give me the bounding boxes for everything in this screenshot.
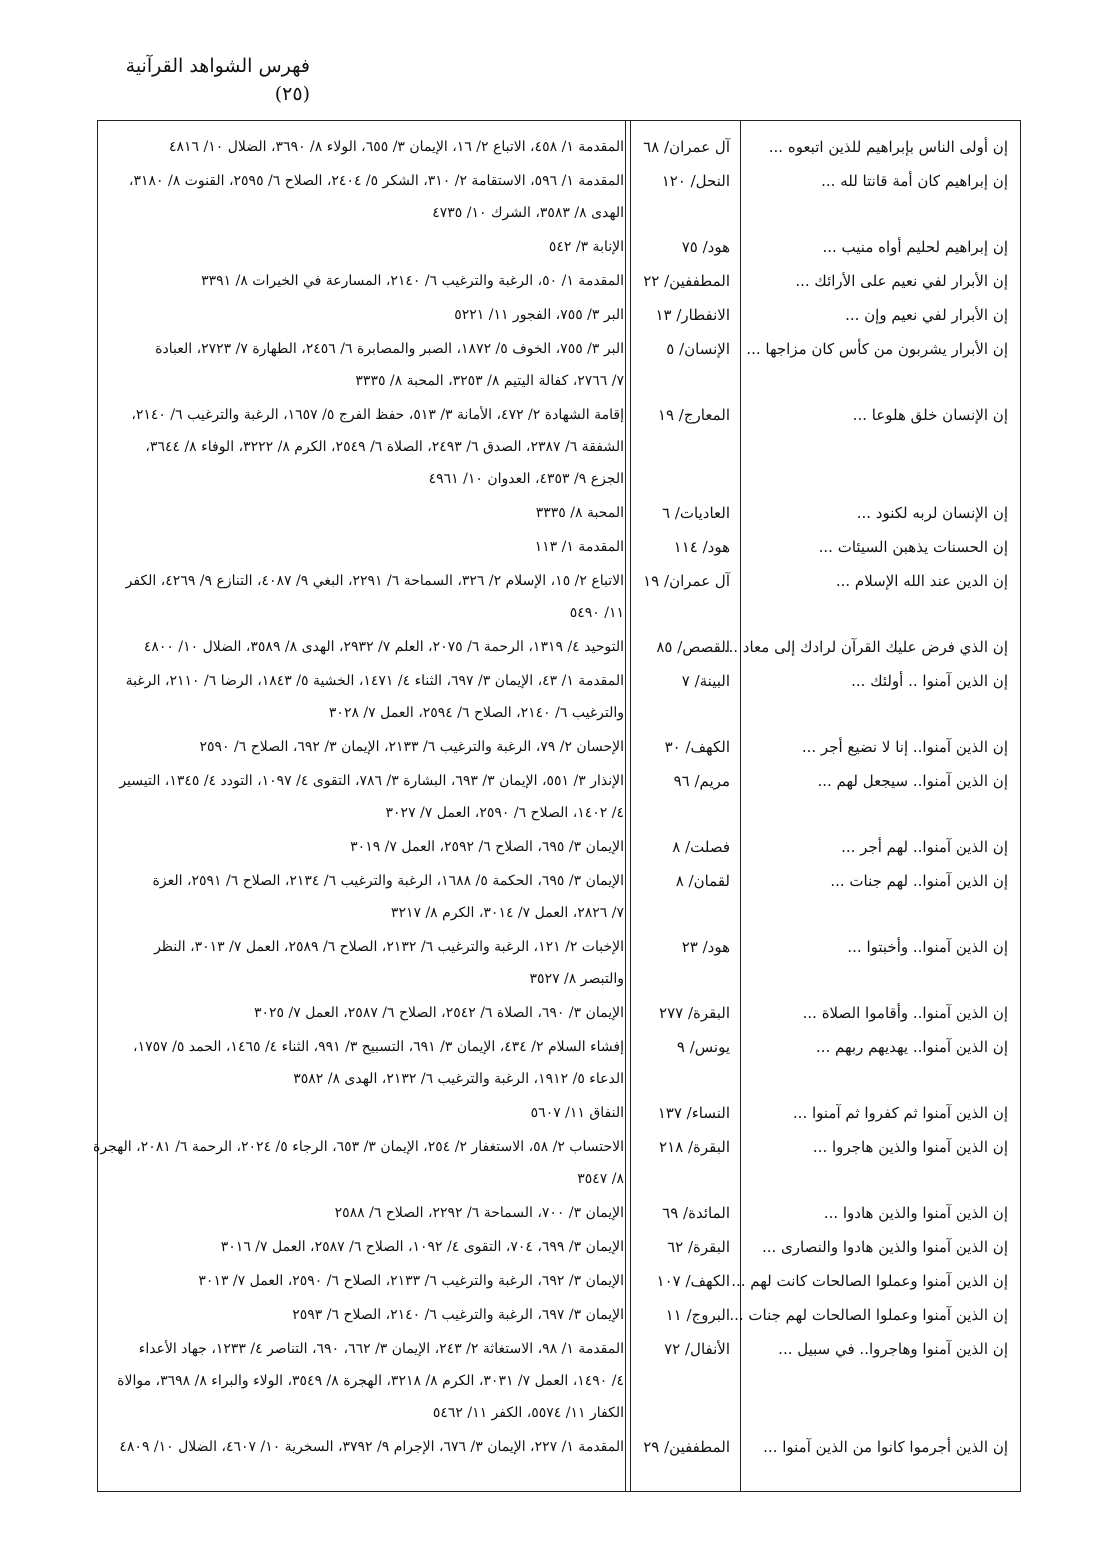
- index-entry: [98, 1031, 1020, 1097]
- topic-references: [104, 865, 624, 929]
- reference-line: المقدمة ١/ ٩٨، الاستغاثة ٢/ ٢٤٣، الإيمان ٣/ ٦٦٢، ٦٩٠، التناصر ٤/ ١٢٣٣، جهاد الأعداء: [138, 1341, 624, 1357]
- reference-line: الدعاء ٥/ ١٩١٢، الرغبة والترغيب ٦/ ٢١٣٢، الهدى ٨/ ٣٥٨٢: [293, 1071, 624, 1087]
- surah-reference: هود/ ١١٤: [673, 538, 730, 556]
- surah-reference: مريم/ ٩٦: [673, 772, 730, 790]
- index-entry: [98, 1299, 1020, 1333]
- verse-text: إن الذين آمنوا.. لهم أجر ...: [841, 838, 1008, 856]
- index-table: [92, 120, 1021, 1492]
- reference-line: الإيمان ٣/ ٦٩٠، الصلاة ٦/ ٢٥٤٢، الصلاح ٦/ ٢٥٨٧، العمل ٧/ ٣٠٢٥: [253, 1005, 624, 1021]
- verse-text: إن إبراهيم لحليم أواه منيب ...: [822, 238, 1008, 256]
- index-entry: [98, 865, 1020, 931]
- surah-reference: فصلت/ ٨: [672, 838, 730, 856]
- surah-reference: يونس/ ٩: [676, 1038, 730, 1056]
- surah-reference: آل عمران/ ٦٨: [643, 138, 730, 156]
- surah-reference: الكهف/ ١٠٧: [656, 1272, 730, 1290]
- reference-line: الإنذار ٣/ ٥٥١، الإيمان ٣/ ٦٩٣، البشارة ٣/ ٧٨٦، التقوى ٤/ ١٠٩٧، التودد ٤/ ١٣٤٥، التيسير: [119, 773, 624, 789]
- index-entry: [98, 265, 1020, 299]
- surah-reference: النحل/ ١٢٠: [661, 172, 730, 190]
- reference-line: الإيمان ٣/ ٦٩٢، الرغبة والترغيب ٦/ ٢١٣٣، الصلاح ٦/ ٢٥٩٠، العمل ٧/ ٣٠١٣: [198, 1273, 624, 1289]
- verse-text: إن الأبرار لفي نعيم على الأرائك ...: [795, 272, 1008, 290]
- topic-references: [104, 831, 624, 863]
- surah-reference: البقرة/ ٢١٨: [659, 1138, 730, 1156]
- topic-references: [104, 1299, 624, 1331]
- reference-line: ٧/ ٢٨٢٦، العمل ٧/ ٣٠١٤، الكرم ٨/ ٣٢١٧: [390, 905, 624, 921]
- index-rows: [92, 131, 1020, 1465]
- reference-line: الإيمان ٣/ ٦٩٥، الحكمة ٥/ ١٦٨٨، الرغبة والترغيب ٦/ ٢١٣٤، الصلاح ٦/ ٢٥٩١، العزة: [152, 873, 624, 889]
- surah-reference: البينة/ ٧: [681, 672, 730, 690]
- topic-references: [104, 1333, 624, 1429]
- verse-text: إن الأبرار لفي نعيم وإن ...: [845, 306, 1008, 324]
- topic-references: [104, 165, 624, 229]
- topic-references: [104, 1031, 624, 1095]
- topic-references: [104, 333, 624, 397]
- verse-text: إن الذين أجرموا كانوا من الذين آمنوا ...: [763, 1438, 1008, 1456]
- reference-line: ٤/ ١٤٠٢، الصلاح ٦/ ٢٥٩٠، العمل ٧/ ٣٠٢٧: [385, 805, 624, 821]
- topic-references: [104, 265, 624, 297]
- surah-reference: الأنفال/ ٧٢: [664, 1340, 730, 1358]
- verse-text: إن الذين آمنوا والذين هاجروا ...: [812, 1138, 1008, 1156]
- reference-line: ٨/ ٣٥٤٧: [577, 1171, 624, 1187]
- surah-reference: لقمان/ ٨: [675, 872, 730, 890]
- surah-reference: آل عمران/ ١٩: [643, 572, 730, 590]
- verse-text: إن أولى الناس بإبراهيم للذين اتبعوه ...: [768, 138, 1008, 156]
- topic-references: [104, 497, 624, 529]
- reference-line: الجزع ٩/ ٤٣٥٣، العدوان ١٠/ ٤٩٦١: [428, 471, 624, 487]
- index-entry: [98, 399, 1020, 497]
- reference-line: المقدمة ١/ ٤٥٨، الاتباع ٢/ ١٦، الإيمان ٣/ ٦٥٥، الولاء ٨/ ٣٦٩٠، الضلال ١٠/ ٤٨١٦: [168, 139, 624, 155]
- surah-reference: هود/ ٧٥: [681, 238, 730, 256]
- reference-line: إقامة الشهادة ٢/ ٤٧٢، الأمانة ٣/ ٥١٣، حفظ الفرج ٥/ ١٦٥٧، الرغبة والترغيب ٦/ ٢١٤٠،: [131, 407, 624, 423]
- index-entry: [98, 1431, 1020, 1465]
- topic-references: [92, 1131, 624, 1195]
- header-title: فهرس الشواهد القرآنية: [125, 55, 310, 77]
- topic-references: [104, 931, 624, 995]
- topic-references: [104, 399, 624, 495]
- topic-references: [104, 997, 624, 1029]
- surah-reference: البقرة/ ٦٢: [667, 1238, 730, 1256]
- verse-text: إن الذي فرض عليك القرآن لرادك إلى معاد ...: [723, 638, 1008, 656]
- verse-text: إن الذين آمنوا والذين هادوا ...: [823, 1204, 1008, 1222]
- index-entry: [98, 631, 1020, 665]
- index-entry: [98, 997, 1020, 1031]
- reference-line: الاحتساب ٢/ ٥٨، الاستغفار ٢/ ٢٥٤، الإيمان ٣/ ٦٥٣، الرجاء ٥/ ٢٠٢٤، الرحمة ٦/ ٢٠٨١، الهجرة: [92, 1139, 624, 1155]
- index-entry: [98, 931, 1020, 997]
- surah-reference: النساء/ ١٣٧: [657, 1104, 730, 1122]
- verse-text: إن الذين آمنوا.. وأخبتوا ...: [847, 938, 1008, 956]
- surah-reference: المائدة/ ٦٩: [662, 1204, 730, 1222]
- verse-text: إن الذين آمنوا.. سيجعل لهم ...: [817, 772, 1008, 790]
- verse-text: إن الحسنات يذهبن السيئات ...: [818, 538, 1008, 556]
- index-entry: [98, 299, 1020, 333]
- verse-text: إن الذين آمنوا.. لهم جنات ...: [830, 872, 1008, 890]
- index-entry: [98, 131, 1020, 165]
- index-entry: [92, 1131, 1020, 1197]
- reference-line: ١١/ ٥٤٩٠: [569, 605, 624, 621]
- reference-line: الإيمان ٣/ ٧٠٠، السماحة ٦/ ٢٢٩٢، الصلاح ٦/ ٢٥٨٨: [334, 1205, 624, 1221]
- reference-line: الهدى ٨/ ٣٥٨٣، الشرك ١٠/ ٤٧٣٥: [432, 205, 624, 221]
- surah-reference: المطففين/ ٢٩: [643, 1438, 730, 1456]
- reference-line: التوحيد ٤/ ١٣١٩، الرحمة ٦/ ٢٠٧٥، العلم ٧/ ٢٩٣٢، الهدى ٨/ ٣٥٨٩، الضلال ١٠/ ٤٨٠٠: [143, 639, 624, 655]
- reference-line: الإخبات ٢/ ١٢١، الرغبة والترغيب ٦/ ٢١٣٢، الصلاح ٦/ ٢٥٨٩، العمل ٧/ ٣٠١٣، النظر: [154, 939, 624, 955]
- topic-references: [104, 1097, 624, 1129]
- reference-line: البر ٣/ ٧٥٥، الخوف ٥/ ١٨٧٢، الصبر والمصابرة ٦/ ٢٤٥٦، الطهارة ٧/ ٢٧٢٣، العبادة: [155, 341, 624, 357]
- index-entry: [98, 165, 1020, 231]
- reference-line: الإيمان ٣/ ٦٩٩، ٧٠٤، التقوى ٤/ ١٠٩٢، الصلاح ٦/ ٢٥٨٧، العمل ٧/ ٣٠١٦: [220, 1239, 624, 1255]
- topic-references: [104, 299, 624, 331]
- index-entry: [98, 1265, 1020, 1299]
- verse-text: إن الذين آمنوا.. إنا لا نضيع أجر ...: [801, 738, 1008, 756]
- reference-line: الإيمان ٣/ ٦٩٥، الصلاح ٦/ ٢٥٩٢، العمل ٧/ ٣٠١٩: [350, 839, 624, 855]
- index-entry: [98, 765, 1020, 831]
- reference-line: المقدمة ١/ ٥٩٦، الاستقامة ٢/ ٣١٠، الشكر ٥/ ٢٤٠٤، الصلاح ٦/ ٢٥٩٥، القنوت ٨/ ٣١٨٠،: [128, 173, 624, 189]
- surah-reference: الكهف/ ٣٠: [664, 738, 730, 756]
- topic-references: [104, 1197, 624, 1229]
- topic-references: [104, 765, 624, 829]
- surah-reference: الانفطار/ ١٣: [655, 306, 730, 324]
- topic-references: [104, 631, 624, 663]
- verse-text: إن الذين آمنوا وعملوا الصالحات لهم جنات ...: [729, 1306, 1008, 1324]
- surah-reference: هود/ ٢٣: [681, 938, 730, 956]
- topic-references: [104, 231, 624, 263]
- verse-text: إن الذين آمنوا وعملوا الصالحات كانت لهم ...: [731, 1272, 1008, 1290]
- reference-line: المقدمة ١/ ٤٣، الإيمان ٣/ ٦٩٧، الثناء ٤/ ١٤٧١، الخشية ٥/ ١٨٤٣، الرضا ٦/ ٢١١٠، الرغبة: [125, 673, 624, 689]
- page-header: [100, 52, 310, 108]
- verse-text: إن الذين آمنوا .. أولئك ...: [851, 672, 1008, 690]
- topic-references: [104, 665, 624, 729]
- index-entry: [98, 831, 1020, 865]
- reference-line: البر ٣/ ٧٥٥، الفجور ١١/ ٥٢٢١: [454, 307, 624, 323]
- reference-line: الإيمان ٣/ ٦٩٧، الرغبة والترغيب ٦/ ٢١٤٠، الصلاح ٦/ ٢٥٩٣: [292, 1307, 624, 1323]
- reference-line: ٧/ ٢٧٦٦، كفالة اليتيم ٨/ ٣٢٥٣، المحبة ٨/ ٣٣٣٥: [355, 373, 624, 389]
- verse-text: إن إبراهيم كان أمة قانتا لله ...: [821, 172, 1008, 190]
- reference-line: إفشاء السلام ٢/ ٤٣٤، الإيمان ٣/ ٦٩١، التسبيح ٣/ ٩٩١، الثناء ٤/ ١٤٦٥، الحمد ٥/ ١٧٥٧،: [133, 1039, 624, 1055]
- reference-line: المحبة ٨/ ٣٣٣٥: [535, 505, 624, 521]
- reference-line: الإحسان ٢/ ٧٩، الرغبة والترغيب ٦/ ٢١٣٣، الإيمان ٣/ ٦٩٢، الصلاح ٦/ ٢٥٩٠: [199, 739, 624, 755]
- verse-text: إن الذين آمنوا.. يهديهم ربهم ...: [815, 1038, 1008, 1056]
- index-entry: [98, 1197, 1020, 1231]
- surah-reference: المعارج/ ١٩: [657, 406, 730, 424]
- surah-reference: القصص/ ٨٥: [656, 638, 730, 656]
- index-entry: [98, 231, 1020, 265]
- index-entry: [98, 565, 1020, 631]
- reference-line: ٤/ ١٤٩٠، العمل ٧/ ٣٠٣١، الكرم ٨/ ٣٢١٨، الهجرة ٨/ ٣٥٤٩، الولاء والبراء ٨/ ٣٦٩٨، موالاة: [117, 1373, 624, 1389]
- reference-line: المقدمة ١/ ١١٣: [534, 539, 624, 555]
- surah-reference: البقرة/ ٢٧٧: [659, 1004, 730, 1022]
- surah-reference: العاديات/ ٦: [662, 504, 730, 522]
- topic-references: [104, 1431, 624, 1463]
- index-entry: [98, 531, 1020, 565]
- verse-text: إن الذين آمنوا والذين هادوا والنصارى ...: [761, 1238, 1008, 1256]
- index-entry: [98, 731, 1020, 765]
- reference-line: الاتباع ٢/ ١٥، الإسلام ٢/ ٣٢٦، السماحة ٦/ ٢٢٩١، البغي ٩/ ٤٠٨٧، التنازع ٩/ ٤٢٦٩، الكفر: [125, 573, 624, 589]
- index-entry: [98, 665, 1020, 731]
- reference-line: الكفار ١١/ ٥٥٧٤، الكفر ١١/ ٥٤٦٢: [432, 1405, 624, 1421]
- verse-text: إن الدين عند الله الإسلام ...: [835, 572, 1008, 590]
- surah-reference: المطففين/ ٢٢: [643, 272, 730, 290]
- topic-references: [104, 565, 624, 629]
- topic-references: [104, 1265, 624, 1297]
- index-entry: [98, 1231, 1020, 1265]
- reference-line: النفاق ١١/ ٥٦٠٧: [530, 1105, 624, 1121]
- topic-references: [104, 1231, 624, 1263]
- verse-text: إن الذين آمنوا ثم كفروا ثم آمنوا ...: [792, 1104, 1008, 1122]
- verse-text: إن الذين آمنوا.. وأقاموا الصلاة ...: [802, 1004, 1008, 1022]
- index-entry: [98, 333, 1020, 399]
- index-entry: [98, 497, 1020, 531]
- reference-line: المقدمة ١/ ٥٠، الرغبة والترغيب ٦/ ٢١٤٠، المسارعة في الخيرات ٨/ ٣٣٩١: [201, 273, 624, 289]
- verse-text: إن الإنسان لربه لكنود ...: [856, 504, 1008, 522]
- reference-line: والتبصر ٨/ ٣٥٢٧: [529, 971, 624, 987]
- topic-references: [104, 131, 624, 163]
- verse-text: إن الذين آمنوا وهاجروا.. في سبيل ...: [778, 1340, 1008, 1358]
- topic-references: [104, 731, 624, 763]
- reference-line: الإنابة ٣/ ٥٤٢: [548, 239, 624, 255]
- reference-line: الشفقة ٦/ ٢٣٨٧، الصدق ٦/ ٢٤٩٣، الصلاة ٦/ ٢٥٤٩، الكرم ٨/ ٣٢٢٢، الوفاء ٨/ ٣٦٤٤،: [145, 439, 624, 455]
- verse-text: إن الإنسان خلق هلوعا ...: [852, 406, 1008, 424]
- reference-line: والترغيب ٦/ ٢١٤٠، الصلاح ٦/ ٢٥٩٤، العمل ٧/ ٣٠٢٨: [328, 705, 624, 721]
- page-number: (٢٥): [274, 83, 310, 105]
- index-entry: [98, 1333, 1020, 1431]
- verse-text: إن الأبرار يشربون من كأس كان مزاجها ...: [746, 340, 1008, 358]
- reference-line: المقدمة ١/ ٢٢٧، الإيمان ٣/ ٦٧٦، الإجرام ٩/ ٣٧٩٢، السخرية ١٠/ ٤٦٠٧، الضلال ١٠/ ٤٨٠٩: [119, 1439, 624, 1455]
- index-entry: [98, 1097, 1020, 1131]
- surah-reference: البروج/ ١١: [665, 1306, 730, 1324]
- surah-reference: الإنسان/ ٥: [666, 340, 730, 358]
- topic-references: [104, 531, 624, 563]
